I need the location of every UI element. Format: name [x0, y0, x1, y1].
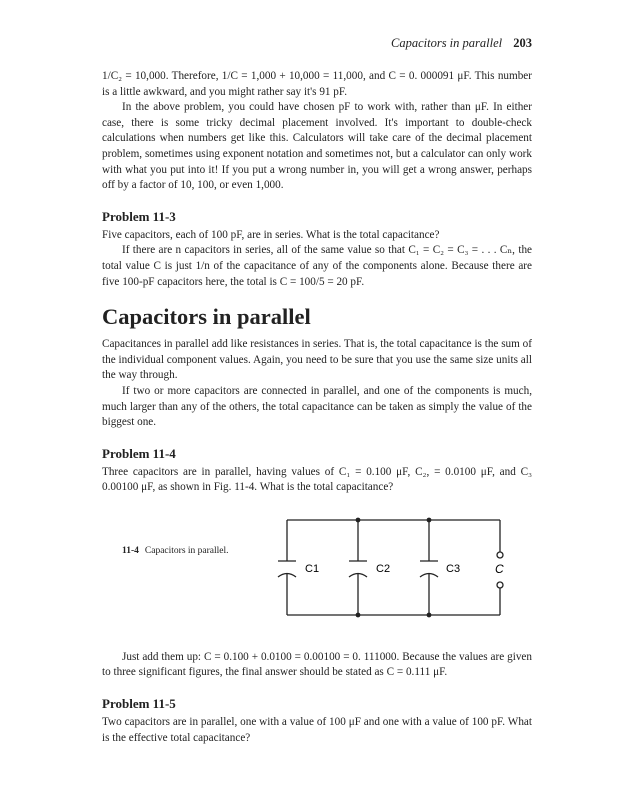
terminal-top	[497, 552, 503, 558]
output-label: C	[495, 561, 504, 576]
page-body	[102, 69, 532, 746]
problem-heading: Problem 11-3	[102, 208, 176, 224]
c2-label: C2	[376, 562, 391, 575]
problem-heading: Problem 11-4	[102, 445, 176, 461]
parallel-capacitor-circuit	[102, 508, 532, 628]
junction-dot	[427, 517, 432, 522]
figure-11-4	[102, 508, 532, 628]
figure-caption-text: Capacitors in parallel.	[144, 545, 229, 556]
problem-heading: Problem 11-5	[102, 696, 176, 712]
junction-dot	[356, 612, 361, 617]
running-header	[391, 36, 532, 51]
paragraph: If two or more capacitors are connected in parallel, and one of the components is much, much larger than any of the others, the total capacitance can be taken as simply the value of the biggest one.	[102, 384, 532, 429]
paragraph: Capacitances in parallel add like resistances in series. That is, the total capacitance is the sum of the individual component values. Again, you need to be sure that you use the same size units all the way through.	[102, 338, 532, 382]
c1-label: C1	[305, 562, 320, 575]
problem-question: Five capacitors, each of 100 pF, are in series. What is the total capacitance?	[102, 228, 440, 241]
paragraph: 1/C₂ = 10,000. Therefore, 1/C = 1,000 + 10,000 = 11,000, and C = 0. 000091 μF. This number is a little awkward, and you might rather say it's 91 pF.	[102, 70, 532, 98]
problem-answer: Just add them up: C = 0.100 + 0.0100 = 0.00100 = 0. 111000. Because the values are given to three significant figures, the final answer should be stated as C = 0.111 μF.	[102, 650, 532, 679]
page-number: 203	[513, 36, 532, 50]
problem-question: Two capacitors are in parallel, one with a value of 100 μF and one with a value of 100 pF. What is the effective total capacitance?	[102, 716, 532, 744]
junction-dot	[427, 612, 432, 617]
c3-label: C3	[446, 562, 461, 575]
terminal-bottom	[497, 582, 503, 588]
paragraph: In the above problem, you could have chosen pF to work with, rather than μF. In either case, there is some tricky decimal placement involved. It's important to double-check calculations when numbers get like this. Calculators will take care of the decimal placement problem, sometimes using exponent notation and sometimes not, but a calculator can only work with what you put into it! If you put a wrong number in, you will get a wrong answer, perhaps off by a factor of 10, 100, or even 1,000.	[102, 101, 532, 192]
junction-dot	[356, 517, 361, 522]
running-title: Capacitors in parallel	[391, 36, 503, 50]
figure-number: 11-4	[122, 545, 139, 556]
problem-question: Three capacitors are in parallel, having values of C₁ = 0.100 μF, C₂, = 0.0100 μF, and C₃ 0.00100 μF, as shown in Fig. 11-4. What is the total capacitance?	[102, 465, 532, 494]
section-heading: Capacitors in parallel	[102, 304, 311, 330]
problem-answer: If there are n capacitors in series, all of the same value so that C₁ = C₂ = C₃ = . . . Cₙ, the total value C is just 1/n of the capacitance of any of the components alone. Because there are five 100-pF capacitors here, the total is C = 100/5 = 20 pF.	[102, 244, 532, 288]
